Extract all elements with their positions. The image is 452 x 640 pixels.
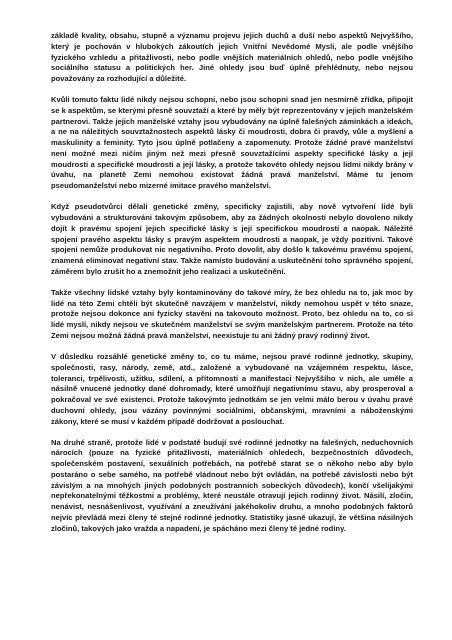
- paragraph-6: Na druhé straně, protože lidé v podstatě budují své rodinné jednotky na falešných, neduchovních nárocích (pouze na fyzické přitažlivosti, materiálních ohledech, bezpečnostních důvodech, společenském postavení, sexuálních potřebách, na potřebě starat se o někoho nebo aby bylo postaráno o sebe samého, na potřebě vládnout nebo být ovládán, na potřebě závislosti nebo být závislým a na mnohých jiných podobných postranních sobeckých důvodech), končí všelijakými nepřekonatelnými těžkostmi a problémy, které neustále otravují jejich rodinný život. Násilí, zločin, nenávist, nesnášenlivost, využívání a zneužívání jakéhokoliv druhu, a mnoho podobných faktorů nejvíc převládá mezi členy té stejné rodinné jednotky. Statistiky jasně ukazují, že většina násilných zločinů, takových jako vražda a napadení, je spácháno mezi členy té jedné rodiny.: [51, 437, 413, 533]
- paragraph-4: Takže všechny lidské vztahy byly kontaminovány do takové míry, že bez ohledu na to, jak moc by lidé na této Zemi chtěli být skutečně navzájem v manželství, nikdy nemohou uspět v této snaze, protože nejsou dokonce ani fyzicky stavěni na takovouto možnost. Proto, bez ohledu na to, co si lidé myslí, nikdy nejsou ve skutečném manželství se svým manželským partnerem. Protože na této Zemi nejsou možná žádná pravá manželství, neexistuje tu ani žádný pravý rodinný život.: [51, 287, 413, 340]
- paragraph-3: Když pseudotvůrci dělali genetické změny, specificky zajistili, aby nově vytvoření lidé byli vybudováni a strukturováni takovým způsobem, aby za žádných okolností nebylo dovoleno nikdy dojít k pravému spojení jejich specifické lásky s její specifickou moudrostí a naopak. Náležité spojení pravého aspektu lásky s pravým aspektem moudrosti a naopak, je vždy pozitivní. Takové spojení nemůže produkovat nic negativního. Proto dovolit, aby došlo k takovému pravému spojení, znamená eliminovat negativní stav. Takže namísto budování a uskutečnění toho správného spojení, záměrem bylo zrušit ho a znemožnit jeho realizaci a uskutečnění.: [51, 202, 413, 276]
- paragraph-5: V důsledku rozsáhlé genetické změny to, co tu máme, nejsou pravé rodinné jednotky, skupiny, společnosti, rasy, národy, země, atd., založené a vybudované na vzájemném respektu, lásce, toleranci, trpělivosti, užitku, sdílení, a přítomnosti a manifestaci Nejvyššího v nich, ale uměle a násilně vnucené jednotky dané dohromady, které umožňují negativnímu stavu, aby prosperoval a pokračoval ve své existenci. Protože takovýmto jednotkám se jen velmi málo berou v úvahu pravé duchovní ohledy, jsou vázány povinnými sociálními, občanskými, mravními a náboženskými zákony, které se musí v každém případě dodržovat a poslouchat.: [51, 352, 413, 426]
- paragraph-1: základě kvality, obsahu, stupně a významu projevu jejich duchů a duší nebo aspektů Nejvyššího, který je pochován v hlubokých zákoutích jejich Vnitřní Nevědomé Mysli, ale podle vnějšího fyzického vzhledu a přitažlivosti, nebo podle vnějších materiálních ohledů, nebo podle vnějšího sociálního statusu a politických her. Jiné ohledy jsou buď úplně přehlédnuty, nebo nejsou považovány za rozhodující a důležité.: [51, 31, 413, 83]
- paragraph-2: Kvůli tomuto faktu lidé nikdy nejsou schopni, nebo jsou schopni snad jen nesmírně zřídka, připojit se k aspektům, se kterými přesně souvztaží a které by měly být reprezentovány v jejich manželském partnerovi. Takže jejich manželské vztahy jsou vybudovány na úplně falešných záminkách a ideách, a ne na náležitých souvztažnostech aspektů lásky či moudrosti, dobra či pravdy, vůle a myšlení a maskulinity a feminity. Tyto jsou úplně potlačeny a zapomenuty. Protože žádné pravé manželství není možné mezi ničím jiným než mezi přesně souvztažícími aspekty specifické lásky a její moudrosti a specifické moudrosti a její lásky, a protože takovéto ohledy nejsou lidmi nikdy brány v úvahu, na planetě Zemi nemohou existovat žádná pravá manželství. Máme tu jenom pseudomanželství nebo mizerné imitace pravého manželství.: [51, 95, 413, 191]
- body-text: [51, 31, 413, 534]
